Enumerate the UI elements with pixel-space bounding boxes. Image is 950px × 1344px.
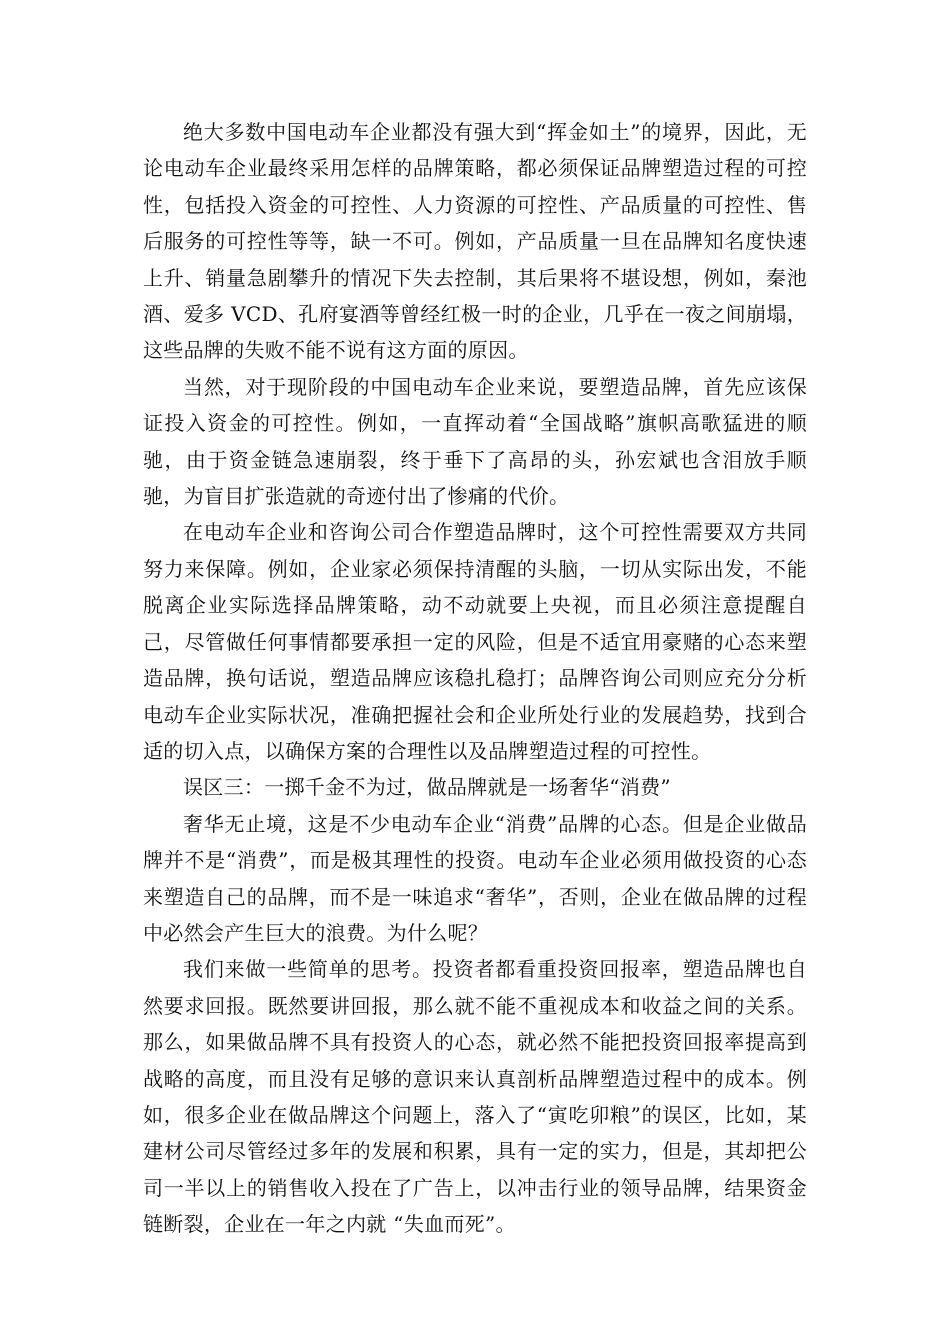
paragraph-cooperation: 在电动车企业和咨询公司合作塑造品牌时，这个可控性需要双方共同努力来保障。例如，企业家必须保持清醒的头脑，一切从实际出发，不能脱离企业实际选择品牌策略，动不动就要上央视，而且必须注意提醒自己，尽管做任何事情都要承担一定的风险，但是不适宜用豪赌的心态来塑造品牌，换句话说，塑造品牌应该稳扎稳打；品牌咨询公司则应充分分析电动车企业实际状况，准确把握社会和企业所处行业的发展趋势，找到合适的切入点，以确保方案的合理性以及品牌塑造过程的可控性。 — [143, 520, 807, 763]
paragraph-brand-controllability: 绝大多数中国电动车企业都没有强大到“挥金如土”的境界，因此，无论电动车企业最终采用怎样的品牌策略，都必须保证品牌塑造过程的可控性，包括投入资金的可控性、人力资源的可控性、产品质量的可控性、售后服务的可控性等等，缺一不可。例如，产品质量一旦在品牌知名度快速上升、销量急剧攀升的情况下失去控制，其后果将不堪设想，例如，秦池酒、爱多 VCD、孔府宴酒等曾经红极一时的企业，几乎在一夜之间崩塌，这些品牌的失败不能不说有这方面的原因。 — [143, 120, 807, 363]
section-heading-misconception-three: 误区三：一掷千金不为过，做品牌就是一场奢华“消费” — [183, 775, 671, 800]
document-body — [143, 114, 807, 1243]
paragraph-luxury-consumption: 奢华无止境，这是不少电动车企业“消费”品牌的心态。但是企业做品牌并不是“消费”，而是极其理性的投资。电动车企业必须用做投资的心态来塑造自己的品牌，而不是一味追求“奢华”，否则，企业在做品牌的过程中必然会产生巨大的浪费。为什么呢？ — [143, 811, 807, 945]
paragraph-capital-control: 当然，对于现阶段的中国电动车企业来说，要塑造品牌，首先应该保证投入资金的可控性。例如，一直挥动着“全国战略”旗帜高歌猛进的顺驰，由于资金链急速崩裂，终于垂下了高昂的头，孙宏斌也含泪放手顺驰，为盲目扩张造就的奇迹付出了惨痛的代价。 — [143, 374, 807, 509]
paragraph-investment-return: 我们来做一些简单的思考。投资者都看重投资回报率，塑造品牌也自然要求回报。既然要讲回报，那么就不能不重视成本和收益之间的关系。那么，如果做品牌不具有投资人的心态，就必然不能把投资回报率提高到战略的高度，而且没有足够的意识来认真剖析品牌塑造过程中的成本。例如，很多企业在做品牌这个问题上，落入了“寅吃卯粮”的误区，比如，某建材公司尽管经过多年的发展和积累，具有一定的实力，但是，其却把公司一半以上的销售收入投在了广告上，以冲击行业的领导品牌，结果资金链断裂，企业在一年之内就 “失血而死”。 — [143, 957, 807, 1237]
